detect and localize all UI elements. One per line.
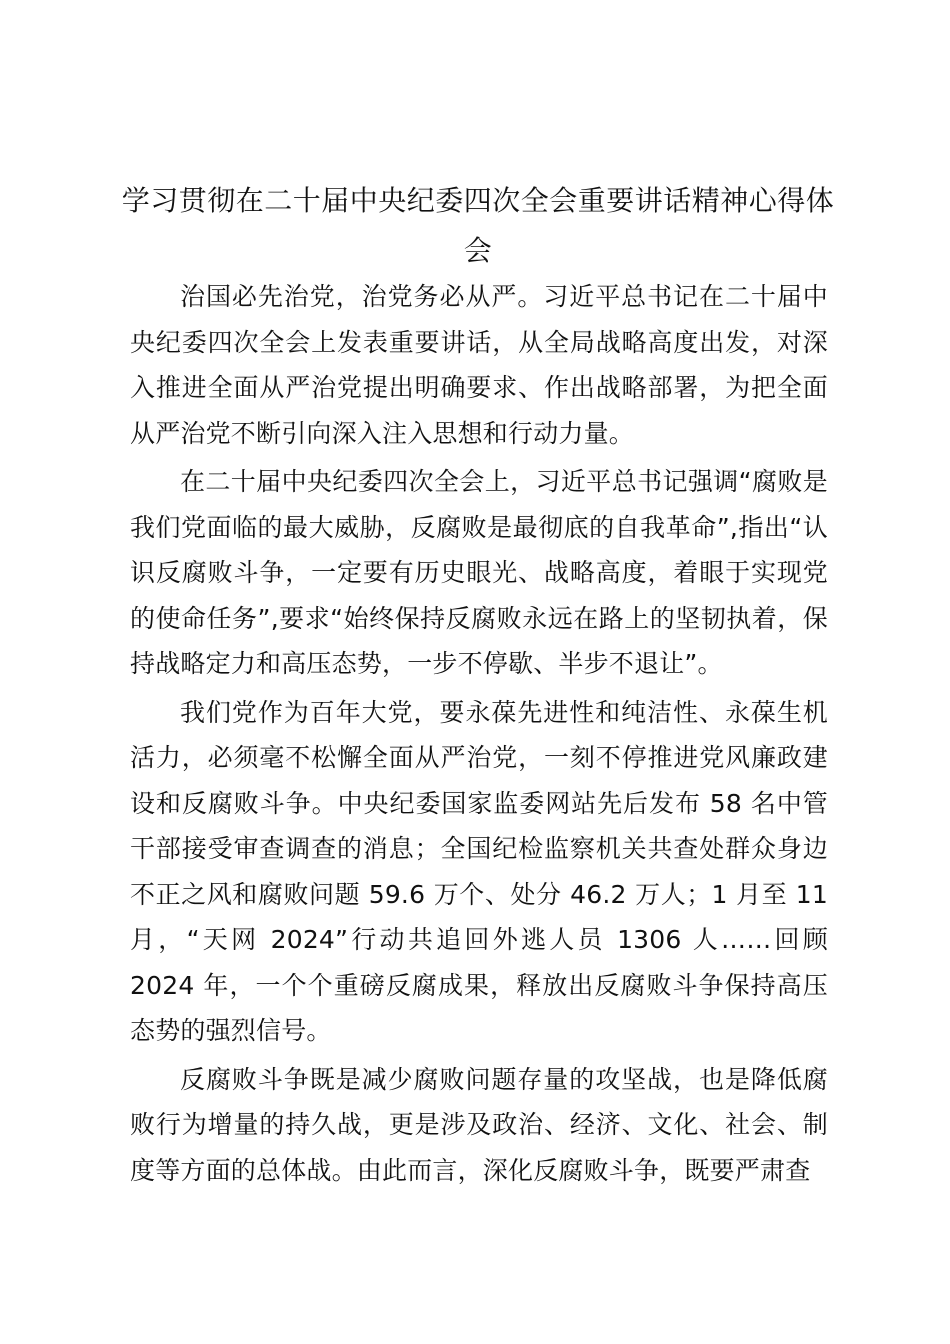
paragraph-4: 反腐败斗争既是减少腐败问题存量的攻坚战，也是降低腐败行为增量的持久战，更是涉及政治、经济、文化、社会、制度等方面的总体战。由此而言，深化反腐败斗争，既要严肃查 bbox=[130, 1064, 828, 1185]
paragraph-2: 在二十届中央纪委四次全会上，习近平总书记强调“腐败是我们党面临的最大威胁，反腐败是最彻底的自我革命”,指出“认识反腐败斗争，一定要有历史眼光、战略高度，着眼于实现党的使命任务”,要求“始终保持反腐败永远在路上的坚韧执着，保持战略定力和高压态势，一步不停歇、半步不退让”。 bbox=[130, 467, 828, 678]
paragraph-1: 治国必先治党，治党务必从严。习近平总书记在二十届中央纪委四次全会上发表重要讲话，从全局战略高度出发，对深入推进全面从严治党提出明确要求、作出战略部署，为把全面从严治党不断引向深入注入思想和行动力量。 bbox=[130, 282, 828, 448]
document-body bbox=[130, 274, 828, 1196]
document-title: 学习贯彻在二十届中央纪委四次全会重要讲话精神心得体会 bbox=[121, 184, 835, 267]
paragraph-3: 我们党作为百年大党，要永葆先进性和纯洁性、永葆生机活力，必须毫不松懈全面从严治党，一刻不停推进党风廉政建设和反腐败斗争。中央纪委国家监委网站先后发布 58 名中管干部接受审查调查的消息；全国纪检监察机关共查处群众身边不正之风和腐败问题 59.6 万个、处分 46.2 万人；1 月至 11 月，“天网 2024”行动共追回外逃人员 1306 人……回顾 2024 年，一个个重磅反腐成果，释放出反腐败斗争保持高压态势的强烈信号。 bbox=[130, 697, 828, 1045]
